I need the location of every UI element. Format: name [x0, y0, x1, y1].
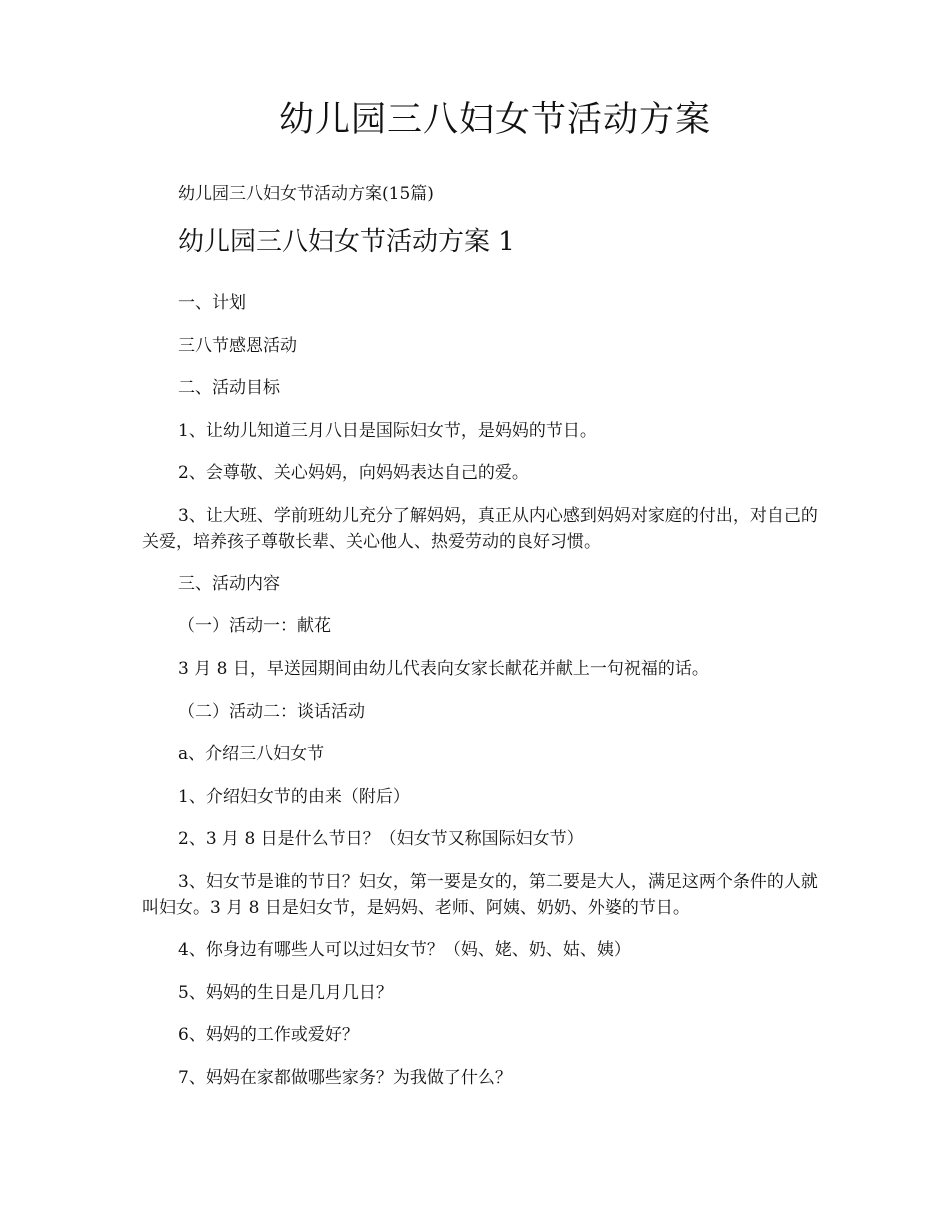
paragraph-plan-name: 三八节感恩活动	[178, 336, 297, 356]
paragraph-content-heading: 三、活动内容	[178, 574, 280, 594]
paragraph-item-7: 7、妈妈在家都做哪些家务？为我做了什么？	[178, 1068, 512, 1088]
section-heading: 幼儿园三八妇女节活动方案 1	[178, 227, 515, 257]
paragraph-goal-3: 3、让大班、学前班幼儿充分了解妈妈，真正从内心感到妈妈对家庭的付出，对自己的关爱，培养孩子尊敬长辈、关心他人、热爱劳动的良好习惯。	[142, 506, 818, 552]
document-title: 幼儿园三八妇女节活动方案	[278, 100, 711, 140]
paragraph-goal-1: 1、让幼儿知道三月八日是国际妇女节，是妈妈的节日。	[178, 421, 597, 441]
paragraph-item-3: 3、妇女节是谁的节日？妇女，第一要是女的，第二要是大人，满足这两个条件的人就叫妇女。3 月 8 日是妇女节，是妈妈、老师、阿姨、奶奶、外婆的节日。	[142, 872, 818, 918]
paragraph-item-4: 4、你身边有哪些人可以过妇女节？（妈、姥、奶、姑、姨）	[178, 940, 631, 960]
paragraph-plan-heading: 一、计划	[178, 293, 246, 313]
paragraph-item-1: 1、介绍妇女节的由来（附后）	[178, 787, 410, 807]
paragraph-activity-2-heading: （二）活动二：谈话活动	[178, 702, 365, 722]
paragraph-item-a: a、介绍三八妇女节	[178, 744, 325, 764]
paragraph-goal-2: 2、会尊敬、关心妈妈，向妈妈表达自己的爱。	[178, 463, 529, 483]
paragraph-activity-1-detail: 3 月 8 日，早送园期间由幼儿代表向女家长献花并献上一句祝福的话。	[178, 659, 709, 679]
paragraph-item-5: 5、妈妈的生日是几月几日？	[178, 983, 393, 1003]
paragraph-activity-1-heading: （一）活动一：献花	[178, 616, 331, 636]
paragraph-item-6: 6、妈妈的工作或爱好？	[178, 1025, 359, 1045]
paragraph-goals-heading: 二、活动目标	[178, 378, 280, 398]
document-subtitle: 幼儿园三八妇女节活动方案(15篇)	[178, 184, 434, 204]
paragraph-item-2: 2、3 月 8 日是什么节日？（妇女节又称国际妇女节）	[178, 829, 584, 849]
